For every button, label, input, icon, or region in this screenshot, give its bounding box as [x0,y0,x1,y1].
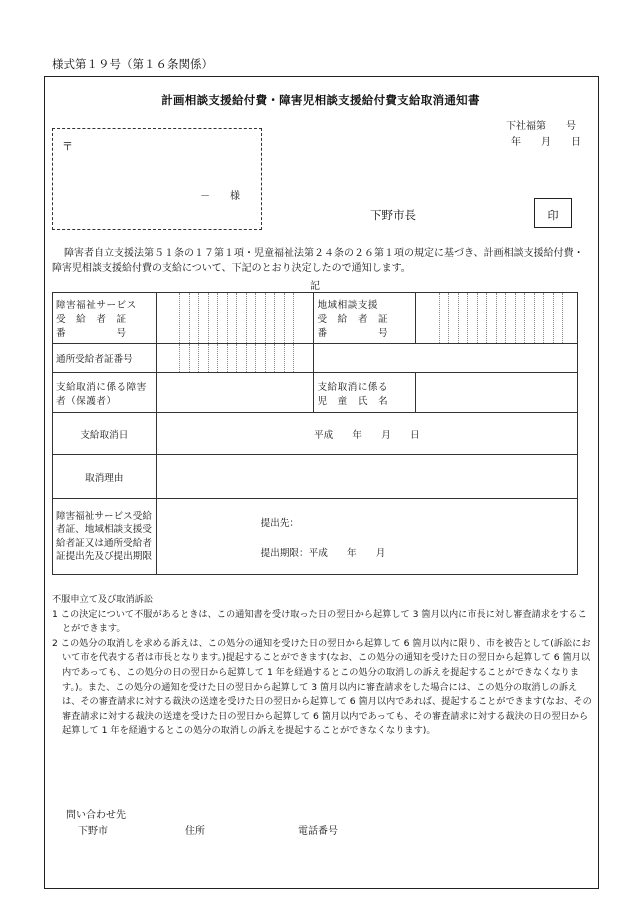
table-row [53,373,578,413]
empty-cell [314,344,578,373]
address-box [52,128,262,230]
welfare-cert-number-boxes[interactable] [156,293,314,344]
contact-phone: 電話番号 [298,826,338,837]
contact-city: 下野市 [78,826,108,837]
community-cert-number-boxes[interactable] [416,293,578,344]
guardian-label: 支給取消に係る障害者（保護者） [53,373,157,413]
cancel-reason-label: 取消理由 [53,455,157,499]
notice-item-1: 1 この決定について不服があるときは、この通知書を受け取った日の翌日から起算して 3 箇月以内に市長に対し審査請求をすることができます。 [52,608,587,635]
cancel-date-value[interactable]: 平成 年 月 日 [156,413,577,455]
child-name-value[interactable] [416,373,578,413]
contact-heading: 問い合わせ先 [66,810,126,821]
body-paragraph: 障害者自立支援法第５１条の１７第１項・児童福祉法第２４条の２６第１項の規定に基づき、計画相談支援給付費・障害児相談支援給付費の支給について、下記のとおり決定したので通知します。 [52,248,584,274]
table-row [53,455,578,499]
seal-box: 印 [534,198,572,228]
notice-item-2: 2 この処分の取消しを求める訴えは、この処分の通知を受けた日の翌日から起算して 6 箇月以内に限り、市を被告として(訴訟において市を代表する者は市長となります。)提起することができます(なお、この処分の通知を受けた日の翌日から起算して 6 箇月以内であっても、この処分の日の翌日から起算して 1 年を経過するとこの処分の取消しの訴えを提起することができなくなります。)。また、この処分の通知を受けた日の翌日から起算して 3 箇月以内に審査請求をした場合には、この処分の取消しの訴えは、その審査請求に対する裁決の送達を受けた日の翌日から起算して 6 箇月以内であれば、提起することができます(なお、その審査請求に対する裁決の送達を受けた日の翌日から起算して 6 箇月以内であっても、その審査請求に対する裁決の日の翌日から起算して 1 年を経過するとこの処分の取消しの訴えを提起することができなくなります)。 [52,637,592,737]
table-row [53,344,578,373]
ki-label: 記 [310,281,320,292]
submission-destination: 提出先： [260,517,300,529]
table-row [53,499,578,575]
document-number: 下社福第 号 [506,121,576,132]
submission-deadline: 提出期限：平成 年 月 [260,547,386,559]
document-title: 計画相談支援給付費・障害児相談支援給付費支給取消通知書 [161,93,480,107]
child-name-label: 支給取消に係る 児 童 氏 名 [314,373,416,413]
day-care-cert-label: 通所受給者証番号 [53,344,157,373]
welfare-cert-label: 障害福祉サービス 受 給 者 証 番 号 [53,293,157,344]
appeal-notice [52,593,592,739]
day-care-cert-number-boxes[interactable] [156,344,314,373]
submission-label: 障害福祉サービス受給者証、地域相談支援受給者証又は通所受給者証提出先及び提出期限 [53,499,157,575]
submission-value[interactable] [156,499,577,575]
table-row [53,413,578,455]
details-table [52,292,578,575]
community-cert-label: 地域相談支援 受 給 者 証 番 号 [314,293,416,344]
form-number-label: 様式第１９号（第１６条関係） [52,57,213,71]
cancel-reason-value[interactable] [156,455,577,499]
notice-heading: 不服申立て及び取消訴訟 [52,594,154,605]
postal-mark: 〒 [62,140,73,153]
table-row [53,293,578,344]
contact-address: 住所 [185,826,205,837]
issuer-name: 下野市長 [370,208,416,222]
cancel-date-label: 支給取消日 [53,413,157,455]
guardian-value[interactable] [156,373,314,413]
document-date: 年 月 日 [511,137,581,148]
recipient-honorific: － 様 [200,191,240,202]
